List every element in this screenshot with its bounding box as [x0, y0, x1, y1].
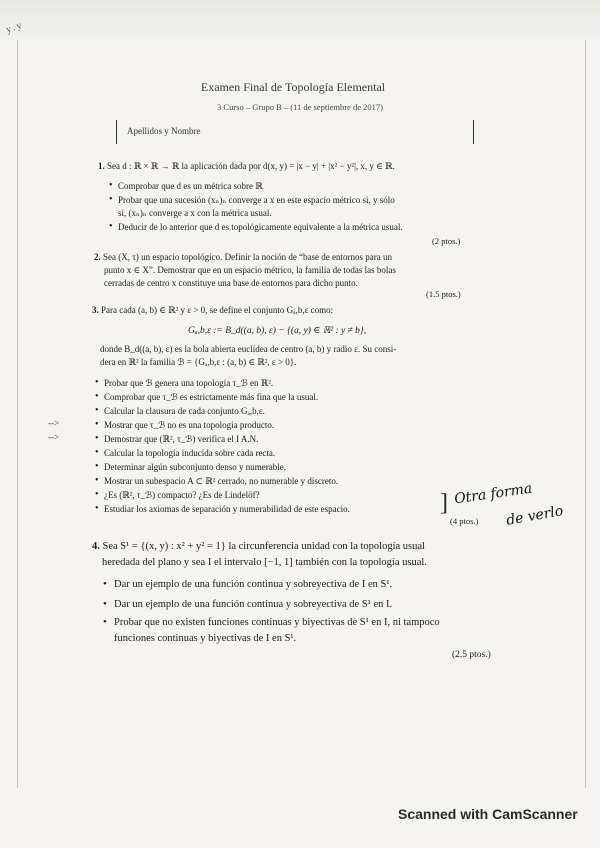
question-3-text: donde B_d((a, b), ε) es la bola abierta euclídea de centro (a, b) y radio ε. Su consi- — [100, 344, 397, 354]
question-4-item: • Dar un ejemplo de una función continua y sobreyectiva de S¹ en I. — [114, 597, 514, 612]
name-label: Apellidos y Nombre — [127, 126, 201, 136]
question-3-item: • Mostrar que τ_ℬ no es una topología producto. — [104, 419, 464, 431]
question-4-item-cont: funciones continuas y biyectivas de I en S¹. — [114, 633, 297, 644]
question-1 — [98, 160, 478, 173]
left-margin-line — [17, 40, 18, 788]
question-4-line: heredada del plano y sea I el intervalo [−1, 1] también con la topología usual. — [102, 557, 427, 568]
handwritten-note: de verlo — [505, 503, 565, 529]
question-3-item: • Probar que ℬ genera una topología τ_ℬ en ℝ². — [104, 377, 464, 389]
question-2-number: 2. — [94, 252, 101, 262]
question-1-item: • Comprobar que d es un métrica sobre ℝ — [118, 180, 478, 192]
question-4-points: (2.5 ptos.) — [452, 650, 491, 660]
question-3 — [92, 304, 482, 317]
question-3-item: • Mostrar un subespacio A ⊂ ℝ² cerrado, no numerable y discreto. — [104, 475, 464, 487]
question-3-item: • Comprobar que τ_ℬ es estrictamente más fina que la usual. — [104, 391, 464, 403]
question-3-intro: Para cada (a, b) ∈ ℝ² y ε > 0, se define el conjunto Gₐ,b,ε como: — [101, 305, 334, 315]
question-2-line: Sea (X, τ) un espacio topológico. Definir la noción de “base de entornos para un — [103, 252, 393, 262]
exam-title: Examen Final de Topología Elemental — [200, 80, 386, 94]
question-1-item: • Deducir de lo anterior que d es topológicamente equivalente a la métrica usual. — [118, 221, 478, 233]
question-3-points: (4 ptos.) — [450, 516, 479, 526]
question-3-item: • Demostrar que (ℝ², τ_ℬ) verifica el I A.N. — [104, 433, 464, 445]
question-3-item: • Calcular la topología inducida sobre cada recta. — [104, 447, 464, 459]
question-1-item-cont: si, (xₙ)ₙ converge a x con la métrica usual. — [118, 208, 272, 218]
exam-subtitle: 3 Curso – Grupo B – (11 de septiembre de 2017) — [217, 102, 383, 112]
question-1-number: 1. — [98, 161, 105, 171]
scanner-watermark: Scanned with CamScanner — [398, 806, 578, 822]
question-4-item: • Dar un ejemplo de una función continua y sobreyectiva de I en S¹. — [114, 577, 514, 592]
question-1-text: Sea d : ℝ × ℝ → ℝ la aplicación dada por d(x, y) = |x − y| + |x² − y²|, x, y ∈ ℝ. — [107, 161, 395, 171]
question-4 — [92, 539, 512, 554]
question-2-line: cerradas de centro x constituye una base de entornos para dicho punto. — [104, 278, 358, 288]
bracket-mark: ] — [440, 490, 448, 516]
arrow-mark: --> — [48, 418, 60, 428]
question-3-item: • Calcular la clausura de cada conjunto Gₐ,b,ε. — [104, 405, 464, 417]
question-3-item: • Determinar algún subconjunto denso y numerable. — [104, 461, 464, 473]
question-4-line: Sea S¹ = {(x, y) : x² + y² = 1} la circunferencia unidad con la topología usual — [102, 541, 425, 552]
question-2 — [94, 251, 484, 264]
question-4-item: • Probar que no existen funciones continuas y biyectivas de S¹ en I, ni tampoco — [114, 615, 514, 630]
question-3-number: 3. — [92, 305, 99, 315]
right-margin-line — [585, 40, 586, 788]
question-1-points: (2 ptos.) — [432, 236, 461, 246]
question-3-item: • Estudiar los axiomas de separación y numerabilidad de este espacio. — [104, 503, 464, 515]
question-2-points: (1.5 ptos.) — [426, 289, 461, 299]
question-3-formula: Gₐ,b,ε := B_d((a, b), ε) − {(a, y) ∈ ℝ² : y ≠ b}, — [188, 326, 367, 336]
question-3-text: dera en ℝ² la familia ℬ = {Gₐ,b,ε : (a, b) ∈ ℝ², ε > 0}. — [100, 357, 297, 367]
name-box — [116, 120, 474, 144]
question-1-item: • Probar que una sucesión (xₙ)ₙ converge a x en este espacio métrico si, y sólo — [118, 194, 478, 206]
arrow-mark: --> — [48, 432, 60, 442]
question-3-item: • ¿Es (ℝ², τ_ℬ) compacto? ¿Es de Lindelöf? — [104, 489, 464, 501]
handwritten-note: Otra forma — [453, 480, 534, 508]
question-2-line: punto x ∈ X”. Demostrar que en un espacio métrico, la familia de todas las bolas — [104, 265, 396, 275]
page-fold-shadow — [0, 0, 600, 45]
question-4-number: 4. — [92, 541, 100, 552]
corner-mark: y.y — [4, 19, 26, 36]
